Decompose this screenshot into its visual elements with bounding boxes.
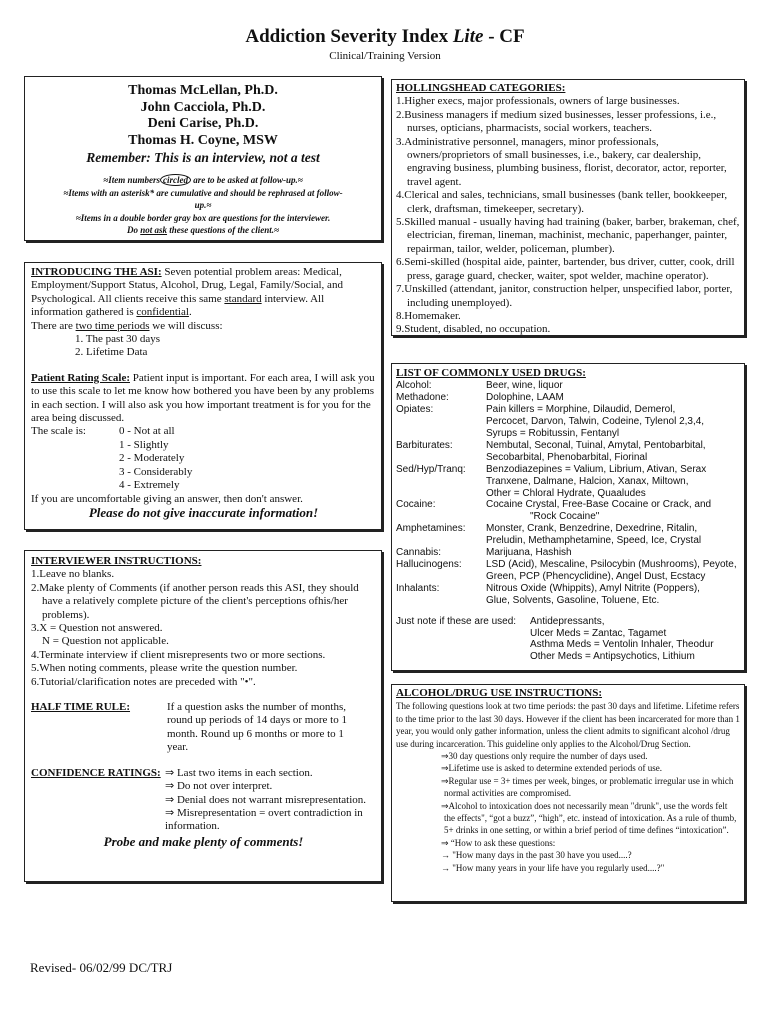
scale-item: 1 - Slightly: [119, 438, 169, 451]
authors-box: [24, 76, 382, 241]
drug-category: Amphetamines:: [396, 523, 466, 535]
drug-category: Sed/Hyp/Tranq:: [396, 463, 466, 475]
drug-examples: Syrups = Robitussin, Fentanyl: [486, 428, 620, 440]
intro-text: .: [188, 306, 192, 319]
rating-paragraph: [31, 372, 376, 426]
drug-category: Cocaine:: [396, 499, 436, 511]
alcohol-point: ⇒30 day questions only require the number of days used.: [441, 751, 648, 762]
drug-examples: Nembutal, Seconal, Tuinal, Amytal, Pentobarbital,: [486, 439, 706, 451]
drug-examples: Monster, Crank, Benzedrine, Dexedrine, Ritalin,: [486, 523, 698, 535]
intro-text: we will discuss:: [149, 319, 223, 332]
drug-note-item: Other Meds = Antipsychotics, Lithium: [530, 651, 695, 663]
author-name: Thomas McLellan, Ph.D.: [128, 83, 278, 98]
page-subtitle: Clinical/Training Version: [329, 50, 441, 62]
drug-row: [396, 392, 740, 404]
reminder-text: Remember: This is an interview, not a test: [86, 150, 320, 165]
intro-text: interview. All information gathered is: [31, 292, 325, 319]
intro-text-underlined: confidential: [136, 306, 189, 319]
note-text: are to be asked at follow-up.≈: [191, 175, 303, 185]
drug-row: [396, 464, 740, 500]
drug-note: [396, 616, 740, 664]
drug-note-label: Just note if these are used:: [396, 615, 517, 627]
scale-label: The scale is:: [31, 425, 86, 438]
alcohol-heading: ALCOHOL/DRUG USE INSTRUCTIONS:: [396, 687, 602, 699]
probe-text: Probe and make plenty of comments!: [103, 833, 304, 849]
title-text: Addiction Severity Index: [245, 26, 453, 47]
confidence-item: ⇒ Last two items in each section.: [165, 766, 313, 779]
confidence-list: [165, 767, 372, 834]
drug-examples: Cocaine Crystal, Free-Base Cocaine or Crack, and: [486, 499, 712, 511]
alcohol-point: ⇒Lifetime use is asked to determine extended periods of use.: [441, 763, 662, 774]
drug-note-item: Asthma Meds = Ventolin Inhaler, Theodur: [530, 639, 714, 651]
intro-text-underlined: two time periods: [75, 319, 150, 332]
rating-heading: Patient Rating Scale:: [31, 371, 130, 384]
instruction-item: 6.Tutorial/clarification notes are preceded with "•".: [31, 675, 256, 688]
hollingshead-item: 3.Administrative personnel, managers, minor professionals, owners/proprietors of small businesses, i.e., bakery, car dealership, engraving business, plumbing business, florist, decorator, actor, reporter, travel agent.: [396, 135, 727, 188]
intro-text: There are: [31, 319, 76, 332]
note-text: ≈Items in a double border gray box are questions for the interviewer.: [75, 212, 331, 223]
alcohol-point: ⇒ “How to ask these questions:: [441, 837, 556, 848]
alcohol-box: [391, 684, 745, 902]
intro-text: Seven potential problem areas: Medical, Employment/Support Status, Alcohol, Drug, Legal, Family/Social, and Psychological. All clients receive this same: [31, 266, 343, 305]
drug-examples: Beer, wine, liquor: [486, 380, 563, 392]
note-underlined: not ask: [140, 225, 168, 236]
drug-category: Methadone:: [396, 392, 449, 404]
hollingshead-item: 7.Unskilled (attendant, janitor, construction helper, unspecified labor, porter, including unemployed).: [396, 283, 733, 309]
drug-examples: Pain killers = Morphine, Dilaudid, Demerol,: [486, 404, 676, 416]
time-period-item: 1. The past 30 days: [75, 333, 161, 346]
instruction-item: 5.When noting comments, please write the question number.: [31, 662, 298, 675]
half-time-rule: [31, 701, 376, 755]
followup-note: [33, 174, 373, 187]
drug-row: [396, 523, 740, 547]
gray-box-note: [33, 212, 373, 237]
hollingshead-item: 8.Homemaker.: [396, 309, 461, 322]
drug-category: Barbiturates:: [396, 439, 453, 451]
intro-paragraph: [31, 266, 376, 320]
instructions-box: [24, 550, 382, 882]
drug-examples: Secobarbital, Phenobarbital, Fiorinal: [486, 451, 648, 463]
hollingshead-box: [391, 79, 745, 336]
drug-examples: Other = Chloral Hydrate, Quaaludes: [486, 487, 646, 499]
title-suffix: - CF: [483, 26, 525, 47]
drug-row: [396, 559, 740, 583]
author-name: Deni Carise, Ph.D.: [147, 116, 259, 131]
hollingshead-heading: HOLLINGSHEAD CATEGORIES:: [396, 82, 566, 94]
drug-examples: Preludin, Methamphetamine, Speed, Ice, Crystal: [486, 535, 702, 547]
time-period-item: 2. Lifetime Data: [75, 346, 148, 359]
alcohol-point: → "How many days in the past 30 have you used....?: [441, 850, 632, 861]
drug-row: [396, 583, 740, 607]
alcohol-point: → "How many years in your life have you regularly used....?": [441, 862, 665, 873]
half-time-text: If a question asks the number of months, round up periods of 14 days or more to 1 month. Round up 6 months or more to 1 year.: [167, 701, 347, 754]
hollingshead-item: 2.Business managers if medium sized businesses, lesser professions, i.e., nurses, opticians, pharmacists, social workers, teachers.: [396, 108, 717, 135]
drug-category: Inhalants:: [396, 582, 440, 594]
drug-list: [396, 380, 740, 606]
intro-text-underlined: standard: [224, 292, 262, 305]
intro-heading: INTRODUCING THE ASI:: [31, 266, 162, 278]
scale-item: 2 - Moderately: [119, 452, 185, 465]
confidence-item: ⇒ Do not over interpret.: [165, 780, 273, 793]
confidence-item: ⇒ Denial does not warrant misrepresentation.: [165, 793, 367, 806]
drug-category: Opiates:: [396, 404, 434, 416]
drug-examples: Tranxene, Dalmane, Halcion, Xanax, Miltown,: [486, 475, 689, 487]
note-text: ≈Item numbers: [103, 175, 160, 185]
scale-item: 3 - Considerably: [119, 465, 193, 478]
instruction-item: 4.Terminate interview if client misrepresents two or more sections.: [31, 648, 326, 661]
asterisk-note: ≈Items with an asterisk* are cumulative and should be rephrased at follow-up.≈: [63, 187, 343, 211]
time-periods: [31, 320, 376, 333]
drug-row: [396, 380, 740, 392]
confidence-item: ⇒ Misrepresentation = overt contradiction in information.: [165, 806, 363, 833]
revised-note: Revised- 06/02/99 DC/TRJ: [30, 960, 173, 975]
scale-item: 0 - Not at all: [119, 425, 175, 438]
drug-note-item: Ulcer Meds = Zantac, Tagamet: [530, 627, 667, 639]
uncomfortable-note: If you are uncomfortable giving an answer, then don't answer.: [31, 492, 303, 505]
drug-examples: Marijuana, Hashish: [486, 547, 572, 559]
drug-examples: Green, PCP (Phencyclidine), Angel Dust, Ecstacy: [486, 570, 706, 582]
hollingshead-item: 1.Higher execs, major professionals, owners of large businesses.: [396, 95, 680, 108]
scale-row: [31, 425, 376, 438]
half-time-label: HALF TIME RULE:: [31, 701, 131, 714]
title-italic: Lite: [452, 26, 484, 47]
hollingshead-item: 5.Skilled manual - usually having had training (baker, barber, brakeman, chef, electrician, fireman, lineman, machinist, mechanic, paperhanger, painter, repairman, tailor, welder, policeman, plumber).: [396, 216, 740, 255]
author-list: [33, 83, 373, 149]
drug-category: Hallucinogens:: [396, 559, 462, 570]
hollingshead-item: 4.Clerical and sales, technicians, small businesses (bank teller, bookkeeper, clerk, draftsman, timekeeper, secretary).: [396, 189, 728, 215]
alcohol-intro: The following questions look at two time periods: the past 30 days and lifetime. Lifetime refers to the time prior to the last 30 days. However if the client has been incarcerated for more than 1 year, you would only gather information, unless the client admits to significant alcohol /drug use during incarceration. This guideline only applies to the Alcohol/Drug Section.: [396, 701, 740, 749]
instruction-item: 2.Make plenty of Comments (if another person reads this ASI, they should have a relatively complete picture of the client's perceptions ofhis/her problems).: [31, 581, 359, 621]
drug-examples: "Rock Cocaine": [530, 511, 600, 523]
confidence-label: CONFIDENCE RATINGS:: [31, 766, 161, 779]
note-text: [33, 224, 373, 237]
drug-note-item: Antidepressants,: [530, 615, 605, 627]
instruction-item: 3.X = Question not answered.: [31, 622, 163, 635]
intro-box: [24, 262, 382, 530]
drug-row: [396, 404, 740, 440]
drug-category: Alcohol:: [396, 380, 432, 392]
instruction-item: 1.Leave no blanks.: [31, 568, 115, 581]
note-text: Do: [127, 225, 141, 236]
note-text: these questions of the client.≈: [167, 225, 279, 236]
drugs-heading: LIST OF COMMONLY USED DRUGS:: [396, 367, 586, 379]
alcohol-point: ⇒Regular use = 3+ times per week, binges, or problematic irregular use in which normal activities are compromised.: [441, 775, 734, 799]
drug-examples: Glue, Solvents, Gasoline, Toluene, Etc.: [486, 594, 660, 606]
drug-note-list: [530, 616, 740, 664]
instruction-item: N = Question not applicable.: [42, 635, 169, 648]
author-name: Thomas H. Coyne, MSW: [128, 132, 278, 148]
drug-examples: Percocet, Darvon, Talwin, Codeine, Tylenol 2,3,4,: [486, 416, 705, 428]
circled-word: circled: [160, 174, 191, 186]
drug-category: Cannabis:: [396, 547, 442, 559]
drug-row: [396, 440, 740, 464]
warning-text: Please do not give inaccurate information!: [88, 504, 319, 520]
hollingshead-item: 6.Semi-skilled (hospital aide, painter, bartender, bus driver, cutter, cook, drill press, garage guard, checker, waiter, spot welder, machine operator).: [396, 256, 735, 282]
drug-examples: Dolophine, LAAM: [486, 392, 564, 404]
alcohol-point: ⇒Alcohol to intoxication does not necessarily mean "drunk", use the words felt the effects", “got a buzz”, “high”, etc. instead of intoxication. As a rule of thumb, 5+ drinks in one setting, or within a brief period of time defines “intoxication”.: [441, 800, 737, 836]
hollingshead-item: 9.Student, disabled, no occupation.: [396, 323, 551, 336]
confidence-ratings: [31, 767, 376, 834]
drug-row: [396, 499, 740, 523]
drug-examples: Benzodiazepines = Valium, Librium, Ativan, Serax: [486, 463, 707, 475]
drug-examples: Nitrous Oxide (Whippits), Amyl Nitrite (Poppers),: [486, 582, 700, 594]
drug-examples: LSD (Acid), Mescaline, Psilocybin (Mushrooms), Peyote,: [486, 559, 737, 570]
scale-item: 4 - Extremely: [119, 479, 180, 492]
author-name: John Cacciola, Ph.D.: [140, 99, 266, 115]
page-title: [0, 26, 770, 48]
rating-text: Patient input is important. For each area, I will ask you to use this scale to let me know how bothered you have been by any problems in each section. I will also ask you how important treatment is for you for the area being discussed.: [31, 371, 375, 425]
drug-row: [396, 547, 740, 559]
drugs-box: [391, 363, 745, 671]
instructions-heading: INTERVIEWER INSTRUCTIONS:: [31, 555, 202, 567]
